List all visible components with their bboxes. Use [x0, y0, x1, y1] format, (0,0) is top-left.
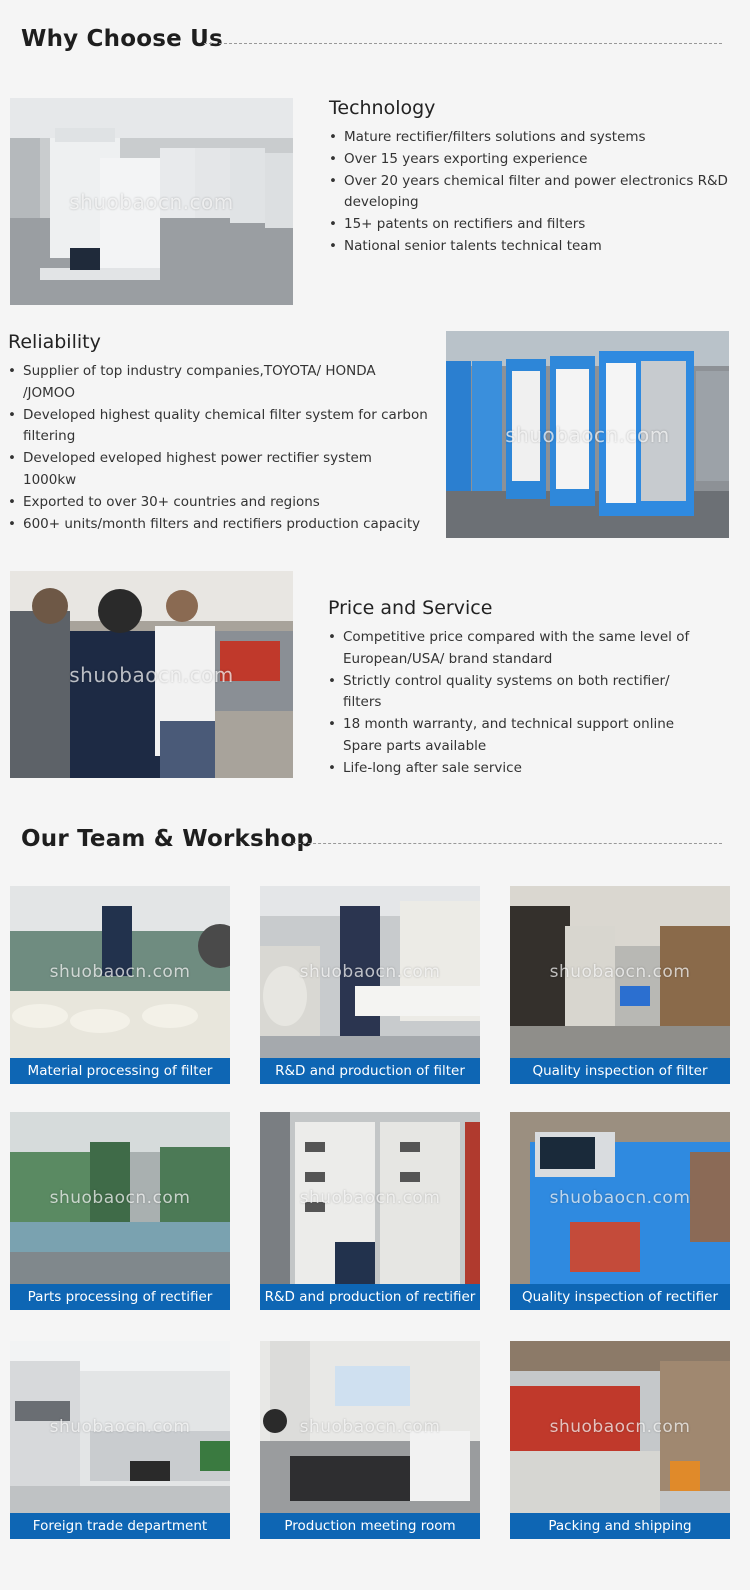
- gallery-photo: [510, 1112, 730, 1284]
- gallery-tile: [510, 1112, 730, 1310]
- gallery-tile: [510, 1341, 730, 1539]
- gallery-tile: [10, 1341, 230, 1539]
- feature-bullet: • 600+ units/month filters and rectifiers production capacity: [8, 514, 428, 536]
- gallery-caption: Material processing of filter: [10, 1058, 230, 1084]
- section-header-why: [0, 26, 750, 66]
- gallery-caption: Foreign trade department: [10, 1513, 230, 1539]
- section-divider: [204, 43, 722, 44]
- gallery-photo: [260, 886, 480, 1058]
- gallery-photo: [260, 1112, 480, 1284]
- gallery-photo: [510, 886, 730, 1058]
- gallery-caption: R&D and production of filter: [260, 1058, 480, 1084]
- watermark: shuobaocn.com: [299, 962, 441, 982]
- gallery-photo: [10, 1341, 230, 1513]
- feature-price-service: [328, 597, 698, 780]
- watermark: shuobaocn.com: [549, 1188, 691, 1208]
- feature-bullet: • 15+ patents on rectifiers and filters: [329, 214, 729, 236]
- gallery-caption: Packing and shipping: [510, 1513, 730, 1539]
- section-divider: [288, 843, 722, 844]
- gallery-caption: Parts processing of rectifier: [10, 1284, 230, 1310]
- section-title: Why Choose Us: [21, 26, 223, 52]
- feature-bullet: • Strictly control quality systems on both rectifier/ filters: [328, 671, 698, 715]
- feature-reliability: [8, 331, 428, 535]
- feature-title: Reliability: [8, 331, 101, 353]
- gallery-photo: [10, 1112, 230, 1284]
- watermark: shuobaocn.com: [505, 422, 670, 447]
- watermark: shuobaocn.com: [299, 1417, 441, 1437]
- watermark: shuobaocn.com: [299, 1188, 441, 1208]
- section-title: Our Team & Workshop: [21, 826, 314, 852]
- watermark: shuobaocn.com: [69, 662, 234, 687]
- watermark: shuobaocn.com: [549, 962, 691, 982]
- feature-bullet: • Over 15 years exporting experience: [329, 149, 729, 171]
- feature-bullet: • Over 20 years chemical filter and power electronics R&D developing: [329, 171, 729, 215]
- price-service-photo: [10, 571, 293, 778]
- gallery-caption: Quality inspection of filter: [510, 1058, 730, 1084]
- watermark: shuobaocn.com: [69, 189, 234, 214]
- gallery-tile: [10, 886, 230, 1084]
- section-header-team: [0, 826, 750, 866]
- feature-bullet: • Life-long after sale service: [328, 758, 698, 780]
- feature-title: Price and Service: [328, 597, 493, 619]
- technology-photo: [10, 98, 293, 305]
- feature-bullet: • Exported to over 30+ countries and regions: [8, 492, 428, 514]
- feature-technology: [329, 97, 729, 258]
- watermark: shuobaocn.com: [49, 1417, 191, 1437]
- feature-title: Technology: [329, 97, 436, 119]
- feature-bullet: • 18 month warranty, and technical support online Spare parts available: [328, 714, 698, 758]
- gallery-photo: [260, 1341, 480, 1513]
- gallery-tile: [260, 886, 480, 1084]
- feature-bullet: • Developed highest quality chemical filter system for carbon filtering: [8, 405, 428, 449]
- gallery-caption: R&D and production of rectifier: [260, 1284, 480, 1310]
- watermark: shuobaocn.com: [49, 962, 191, 982]
- reliability-photo: [446, 331, 729, 538]
- gallery-caption: Production meeting room: [260, 1513, 480, 1539]
- watermark: shuobaocn.com: [49, 1188, 191, 1208]
- feature-bullet: • Mature rectifier/filters solutions and systems: [329, 127, 729, 149]
- gallery-photo: [10, 886, 230, 1058]
- gallery-tile: [510, 886, 730, 1084]
- feature-bullet: • Competitive price compared with the same level of European/USA/ brand standard: [328, 627, 698, 671]
- gallery-tile: [10, 1112, 230, 1310]
- gallery-tile: [260, 1341, 480, 1539]
- gallery-photo: [510, 1341, 730, 1513]
- feature-bullet: • Developed eveloped highest power rectifier system 1000kw: [8, 448, 428, 492]
- gallery-tile: [260, 1112, 480, 1310]
- feature-bullet: • Supplier of top industry companies,TOYOTA/ HONDA /JOMOO: [8, 361, 428, 405]
- watermark: shuobaocn.com: [549, 1417, 691, 1437]
- gallery-caption: Quality inspection of rectifier: [510, 1284, 730, 1310]
- feature-bullet: • National senior talents technical team: [329, 236, 729, 258]
